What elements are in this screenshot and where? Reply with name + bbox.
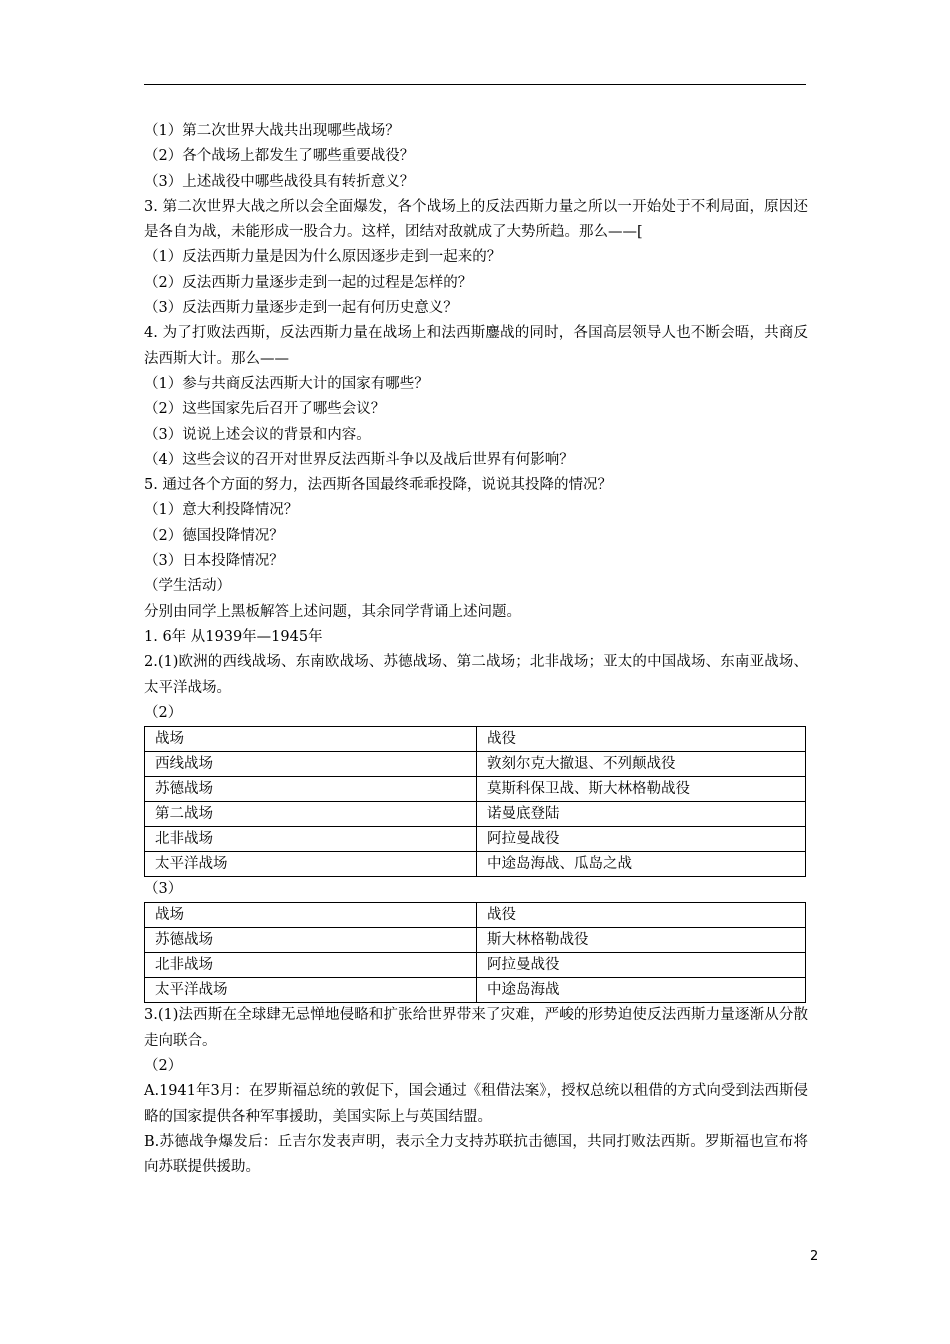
question-line: （1）第二次世界大战共出现哪些战场？ xyxy=(144,123,400,139)
label-3: （3） xyxy=(144,881,183,898)
table-header-row xyxy=(145,903,806,928)
answer-3-A: A.1941年3月：在罗斯福总统的敦促下，国会通过《租借法案》，授权总统以租借的方式向受到法西斯侵略的国家提供各种军事援助，美国实际上与英国结盟。 xyxy=(144,1083,808,1125)
document-body xyxy=(144,119,808,1181)
question-line: （3）上述战役中哪些战役具有转折意义？ xyxy=(144,173,415,190)
table-cell: 中途岛海战 xyxy=(477,978,806,1003)
table-row xyxy=(145,777,806,802)
table-row xyxy=(145,752,806,777)
table-row xyxy=(145,953,806,978)
header-rule xyxy=(144,84,806,85)
paragraph-3: 3. 第二次世界大战之所以会全面爆发，各个战场上的反法西斯力量之所以一开始处于不利局面，原因还是各自为战，未能形成一股合力。这样，团结对敌就成了大势所趋。那么——[ xyxy=(144,198,808,241)
question-line: （2）这些国家先后召开了哪些会议？ xyxy=(144,401,386,418)
table-header: 战场 xyxy=(145,903,477,928)
label-2: （2） xyxy=(144,704,183,721)
question-line: （4）这些会议的召开对世界反法西斯斗争以及战后世界有何影响？ xyxy=(144,451,574,468)
paragraph-4: 4. 为了打败法西斯，反法西斯力量在战场上和法西斯鏖战的同时，各国高层领导人也不断会晤，共商反法西斯大计。那么—— xyxy=(144,325,808,367)
table-cell: 中途岛海战、瓜岛之战 xyxy=(477,852,806,877)
table-cell: 西线战场 xyxy=(145,752,477,777)
question-line: （2）德国投降情况？ xyxy=(144,527,284,544)
page-number: 2 xyxy=(810,1249,819,1264)
question-line: （3）说说上述会议的背景和内容。 xyxy=(144,426,371,443)
question-line: （1）意大利投降情况？ xyxy=(144,502,299,519)
table-cell: 苏德战场 xyxy=(145,777,477,802)
answer-3-B: B.苏德战争爆发后：丘吉尔发表声明，表示全力支持苏联抗击德国，共同打败法西斯。罗斯福也宣布将向苏联提供援助。 xyxy=(144,1133,808,1176)
table-cell: 诺曼底登陆 xyxy=(477,802,806,827)
table-header: 战役 xyxy=(477,903,806,928)
question-line: （3）日本投降情况？ xyxy=(144,553,284,570)
question-line: （3）反法西斯力量逐步走到一起有何历史意义？ xyxy=(144,300,458,317)
battlefield-table-1 xyxy=(144,726,806,877)
answer-2-1: 2.(1)欧洲的西线战场、东南欧战场、苏德战场、第二战场；北非战场；亚太的中国战场、东南亚战场、太平洋战场。 xyxy=(144,654,808,696)
label-3-2: （2） xyxy=(144,1058,183,1075)
table-header-row xyxy=(145,727,806,752)
table-cell: 斯大林格勒战役 xyxy=(477,928,806,953)
question-line: （1）反法西斯力量是因为什么原因逐步走到一起来的？ xyxy=(144,249,502,266)
table-row xyxy=(145,827,806,852)
activity-label: （学生活动） xyxy=(144,578,231,595)
table-cell: 太平洋战场 xyxy=(145,852,477,877)
paragraph-5: 5. 通过各个方面的努力，法西斯各国最终乖乖投降，说说其投降的情况？ xyxy=(144,477,612,494)
table-cell: 苏德战场 xyxy=(145,928,477,953)
table-cell: 莫斯科保卫战、斯大林格勒战役 xyxy=(477,777,806,802)
table-row xyxy=(145,928,806,953)
table-cell: 敦刻尔克大撤退、不列颠战役 xyxy=(477,752,806,777)
table-cell: 阿拉曼战役 xyxy=(477,827,806,852)
table-header: 战场 xyxy=(145,727,477,752)
table-row xyxy=(145,802,806,827)
table-cell: 阿拉曼战役 xyxy=(477,953,806,978)
table-header: 战役 xyxy=(477,727,806,752)
table-row xyxy=(145,978,806,1003)
table-cell: 北非战场 xyxy=(145,953,477,978)
question-line: （2）反法西斯力量逐步走到一起的过程是怎样的？ xyxy=(144,274,473,291)
activity-text: 分别由同学上黑板解答上述问题，其余同学背诵上述问题。 xyxy=(144,603,521,620)
table-row xyxy=(145,852,806,877)
battlefield-table-2 xyxy=(144,902,806,1003)
question-line: （2）各个战场上都发生了哪些重要战役？ xyxy=(144,148,415,165)
table-cell: 北非战场 xyxy=(145,827,477,852)
question-line: （1）参与共商反法西斯大计的国家有哪些？ xyxy=(144,375,429,392)
table-cell: 第二战场 xyxy=(145,802,477,827)
table-cell: 太平洋战场 xyxy=(145,978,477,1003)
answer-3-1: 3.(1)法西斯在全球肆无忌惮地侵略和扩张给世界带来了灾难，严峻的形势迫使反法西斯力量逐渐从分散走向联合。 xyxy=(144,1007,808,1049)
answer-1: 1. 6年 从1939年—1945年 xyxy=(144,628,323,645)
